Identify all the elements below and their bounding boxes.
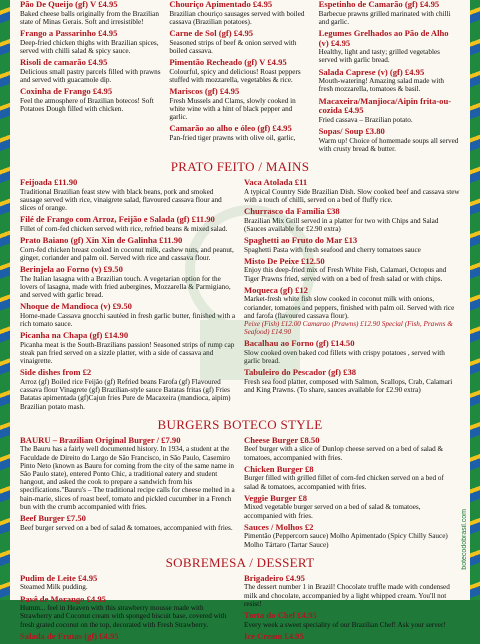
menu-item-description: Burger filled with grilled fillet of corn-fed chicken served on a bed of salad & tomatoes, accompanied with fries. <box>244 474 444 491</box>
menu-item <box>169 58 310 84</box>
menu-item-name: Nhoque de Mandioca (v) £9.50 <box>20 301 132 312</box>
menu-item-description: Fresh Mussels and Clams, slowly cooked in white wine with a hint of black pepper and garlic. <box>169 96 296 121</box>
menu-item <box>319 0 460 26</box>
menu-item-description: Fried cassava – Brazilian potato. <box>318 115 413 124</box>
menu-item <box>244 368 460 394</box>
menu-item-description: Mouth-watering! Amazing salad made with fresh mozzarella, tomatoes & basil. <box>318 77 445 94</box>
menu-item-description: Deep-fried chicken thighs with Brazilian spices, served with chilli salad & spicy sauce. <box>20 38 159 55</box>
menu-item <box>319 127 460 153</box>
starters-column-left <box>16 0 165 156</box>
menu-item-description: Seasoned strips of beef & onion served with boiled cassava. <box>169 38 297 55</box>
menu-item-description: The dessert number 1 in Brazil! Chocolate truffle made with condensed milk and chocolate, accompanied by a light whipped cream. You'll not resist! <box>244 583 450 608</box>
mains-section-title: PRATO FEITO / MAINS <box>170 158 310 174</box>
menu-item-name: Misto De Peixe £12.50 <box>244 255 325 266</box>
menu-item <box>244 339 460 365</box>
menu-item-description: Picanha meat is the South-Brazilians passion! Seasoned strips of rump cap steak pan fried served on a sizzle platter, with a side of cassava and vinaigrette. <box>20 340 235 366</box>
menu-item-name: Macaxeira/Manjioca/Aipin frita-ou- cozida £4.95 <box>318 95 452 116</box>
menu-item <box>20 0 161 26</box>
burgers-section-title: BURGERS BOTECO STYLE <box>157 416 323 432</box>
menu-item-name: Vaca Atolada £11 <box>244 176 308 187</box>
menu-item <box>20 514 236 532</box>
menu-item-name: Sauces / Molhos £2 <box>244 521 314 532</box>
menu-item-name: Pavê de Morango £4.95 <box>20 593 106 604</box>
menu-item-name: Side dishes from £2 <box>20 367 92 378</box>
menu-item-name: BAURU – Brazilian Original Burger / £7.90 <box>20 434 181 445</box>
menu-item <box>169 0 310 26</box>
burgers-section <box>10 436 470 552</box>
menu-item-description: Fillet of corn-fed chicken served with rice, refried beans & mixed salad. <box>20 224 228 233</box>
menu-item-description: Every week a sweet speciality of our Brazilian Chef! Ask your server! <box>244 620 446 629</box>
menu-item <box>20 368 236 410</box>
burgers-column-left <box>16 436 240 552</box>
menu-item-description: Feel the atmosphere of Brazilian botecos! Soft Potatoes Dough filled with chicken. <box>20 96 154 113</box>
menu-item-description: Baked cheese balls originally from the Brazilian state of Minas Gerais. Soft and irresistible! <box>20 9 159 26</box>
menu-item <box>244 436 460 462</box>
menu-item-name: Sopas/ Soup £3.80 <box>318 125 385 136</box>
menu-item <box>169 87 310 121</box>
starters-column-middle <box>165 0 314 156</box>
menu-item-name: Salada de Frutas (gf) £4.95 <box>20 630 119 641</box>
menu-item <box>244 236 460 254</box>
menu-item-description: Mixed vegetable burger served on a bed of salad & tomatoes, accompanied with fries. <box>244 503 421 520</box>
burgers-column-right <box>240 436 464 552</box>
menu-item-name: Camarão ao alho e óleo (gf) £4.95 <box>169 123 292 134</box>
menu-item <box>20 574 236 592</box>
menu-item-name: Pimentão Recheado (gf) V £4.95 <box>169 57 287 67</box>
menu-item <box>20 595 236 629</box>
menu-item-name: Spaghetti ao Fruto do Mar £13 <box>244 234 358 245</box>
menu-item <box>20 29 161 55</box>
menu-item-description: The Bauru has a fairly well documented history. In 1934, a student at the Faculdade de Direito do Largo de São Francisco, in São Paulo, Casemiro Pinto Neto (known as Bauru for coming from the city of the same name in São Paulo state), entered Ponto Chic, a traditional eatery and student hangout, and asked the cook to prepare a sandwich from his specifications."Bauru's – The traditional recipe calls for cheese melted in a bain-marie, slices of roast beef, tomato and pickled cucumber in a French bun with the crumb accompanied with fries. <box>20 445 235 511</box>
menu-item-name: Tabuleiro do Pescador (gf) £38 <box>244 367 357 378</box>
menu-item-description: Brazilian Mix Grill served in a platter for two with Chips and Salad (Sauces available for £2.90 extra) <box>244 216 439 233</box>
menu-item <box>20 436 236 511</box>
mains-column-left <box>16 178 240 414</box>
menu-item <box>244 178 460 204</box>
menu-item <box>20 236 236 262</box>
menu-item-name: Brigadeiro £4.95 <box>244 572 305 583</box>
menu-item-name: Chicken Burger £8 <box>244 463 314 474</box>
dessert-section <box>10 574 470 644</box>
menu-item-description: Enjoy this deep-fried mix of Fresh White Fish, Calamari, Octopus and Tiger Prawns fried, served with on a bed of fresh salad or with chips. <box>244 266 447 283</box>
menu-item-name: Pudim de Leite £4.95 <box>20 572 98 583</box>
menu-item-name: Berinjela ao Forno (v) £9.50 <box>20 263 123 274</box>
menu-item <box>244 632 460 642</box>
menu-item <box>169 124 310 142</box>
menu-item-name: Feijoada £11.90 <box>20 176 78 187</box>
mains-column-right <box>240 178 464 414</box>
menu-item-name: Mariscos (gf) £4.95 <box>169 86 240 96</box>
menu-item-name: Moqueca (gf) £12 <box>244 284 308 295</box>
dessert-section-title: SOBREMESA / DESSERT <box>165 554 315 570</box>
mains-section <box>10 178 470 414</box>
menu-item-description: Spaghetti Pasta with fresh seafood and cherry tomatoes sauce <box>244 245 421 254</box>
menu-item-description: Warm up! Choice of homemade soups all served with crusty bread & butter. <box>318 136 459 153</box>
menu-item <box>20 87 161 113</box>
menu-item-name: Chouriço Apimentado £4.95 <box>169 0 273 9</box>
menu-item <box>244 257 460 283</box>
menu-item-description: Colourful, spicy and delicious! Roast peppers stuffed with mozzarella, vegetables & rice. <box>169 67 301 84</box>
menu-item-name: Pão De Queijo (gf) V £4.95 <box>20 0 118 9</box>
menu-item <box>20 302 236 328</box>
menu-item-name: Beef Burger £7.50 <box>20 513 86 524</box>
menu-item <box>244 574 460 608</box>
menu-item-name: Ice Cream £4.95 <box>244 630 304 641</box>
menu-item <box>20 331 236 365</box>
menu-item-name: Risoli de camarão £4.95 <box>20 57 108 67</box>
menu-item <box>244 494 460 520</box>
menu-item-description: Pimentão (Peppercorn sauce) Molho Apimentado (Spicy Chilly Sauce) Molho Tártaro (Tartar Sauce) <box>244 532 448 549</box>
menu-item-description: Brazilian chouriço sausages served with boiled cassava (Brazilian potatoes). <box>169 9 305 26</box>
menu-item-description: The Italian lasagna with a Brazilian touch. A vegetarian option for the lovers of lasagna, made with fried aubergines, Mozzarella & Parmigiano, and served with garlic bread. <box>20 274 231 299</box>
menu-item-price-note: Peixe (Fish) £12.00 Camarao (Prawns) £12.90 Special (Fish, Prawns & Seafood) £14.90 <box>244 319 453 337</box>
menu-item-name: Carne de Sol (gf) £4.95 <box>169 28 254 38</box>
menu-item <box>319 97 460 124</box>
website-url: botecodobrasil.com <box>461 509 468 570</box>
decorative-border-right <box>470 0 480 600</box>
menu-item-description: A typical Country Side Brazilian Dish. Slow cooked beef and cassava stew with a touch of chilli, served on a bed of fluffy rice. <box>244 187 460 204</box>
menu-item-description: Healthy, light and tasty; grilled vegetables served with garlic bread. <box>318 48 440 65</box>
menu-item-description: Slow cooked oven baked cod fillets with crispy potatoes , served with garlic bread. <box>244 348 445 366</box>
menu-item-name: Bacalhau ao Forno (gf) £14.50 <box>244 338 355 349</box>
menu-item <box>20 58 161 84</box>
menu-item <box>319 29 460 65</box>
menu-item-name: Picanha na Chapa (gf) £14.90 <box>20 330 129 341</box>
menu-item-description: Beef burger with a slice of Dunlop cheese served on a bed of salad & tomatoes, accompanied with fries. <box>244 445 444 462</box>
menu-item-description: Fresh sea food platter, composed with Salmon, Scallops, Crab, Calamari and King Prawns. (To share, sauces available for £2.90 extra) <box>244 377 453 395</box>
menu-item-description: Beef burger served on a bed of salad & tomatoes, accompanied with fries. <box>20 523 233 532</box>
menu-item <box>20 265 236 299</box>
menu-item-name: Espetinho de Camarão (gf) £4.95 <box>318 0 440 9</box>
menu-item <box>20 215 236 233</box>
menu-item-name: Legumes Grelhados ao Pão de Alho (v) £4.95 <box>318 28 449 48</box>
menu-item <box>244 611 460 629</box>
menu-item-name: Cheese Burger £8.50 <box>244 434 320 445</box>
menu-item <box>244 465 460 491</box>
menu-item-description: Pan-fried tiger prawns with olive oil, garlic, <box>169 133 296 142</box>
menu-item-description: Home-made Cassava gnocchi sautéed in fresh garlic butter, finished with a rich tomato sauce. <box>20 311 236 328</box>
menu-item-name: Salada Caprese (v) (gf) £4.95 <box>318 66 425 77</box>
decorative-border-left <box>0 0 10 600</box>
dessert-column-left <box>16 574 240 644</box>
starters-column-right <box>315 0 464 156</box>
menu-item <box>244 523 460 549</box>
menu-item-description: Barbecue prawns grilled marinated with chilli and garlic. <box>318 9 451 26</box>
menu-item-description: Steamed Milk pudding. <box>20 583 88 592</box>
menu-page <box>10 0 470 641</box>
menu-item-description: Humm... feel in Heaven with this strawberry mousse made with Strawberry and Coconut cream with sponged biscuit base, covered with fresh grated coconut on the top, decorated with Fresh Strawberry. <box>20 604 227 629</box>
menu-item <box>20 632 236 642</box>
menu-item-name: Coxinha de Frango £4.95 <box>20 86 113 96</box>
menu-item <box>319 68 460 94</box>
menu-item-description: Delicious small pastry parcels filled with prawns and served with guacamole dip. <box>20 67 161 84</box>
menu-item-description: Traditional Brazilian feast stew with black beans, pork and smoked sausage served with rice, vinaigrete salad, flavoured cassava flour and slices of orange. <box>20 187 222 212</box>
menu-item-name: Prato Baiano (gf) Xin Xin de Galinha £11.90 <box>20 234 183 245</box>
menu-item <box>20 178 236 212</box>
menu-item-name: Frango a Passarinho £4.95 <box>20 28 118 38</box>
menu-item <box>244 286 460 337</box>
menu-item <box>244 207 460 233</box>
menu-item <box>169 29 310 55</box>
dessert-column-right <box>240 574 464 644</box>
menu-item-description: Market-fresh white fish slow cooked in coconut milk with onions, coriander, tomatoes and peppers, finished with palm oil. Served with rice and farofa (flavoured cassava flour). <box>244 295 455 320</box>
starters-section <box>10 0 470 156</box>
menu-item-name: Churrasco da Família £38 <box>244 205 340 216</box>
menu-item-name: Filé de Frango com Arroz, Feijão e Salada (gf) £11.90 <box>20 214 215 225</box>
menu-item-name: Veggie Burger £8 <box>244 492 308 503</box>
menu-item-description: Arroz (gf) Boiled rice Feijão (gf) Refried beans Farofa (gf) Flavoured cassava flour Vinagrete (gf) Brazilian-style sauce Batatas fritas (gf) Fries Batatas apimentada (gf)Cajun fries Pure de Macaxeira (mandioca, aipim) Brazilian potato mash. <box>20 377 231 411</box>
menu-item-name: Torta do Chef £4.95 <box>244 610 317 620</box>
menu-item-description: Corn-fed chicken breast cooked in coconut milk, cashew nuts, and peanut, ginger, coriander and palm oil. Served with rice and cassava flour. <box>20 245 234 262</box>
